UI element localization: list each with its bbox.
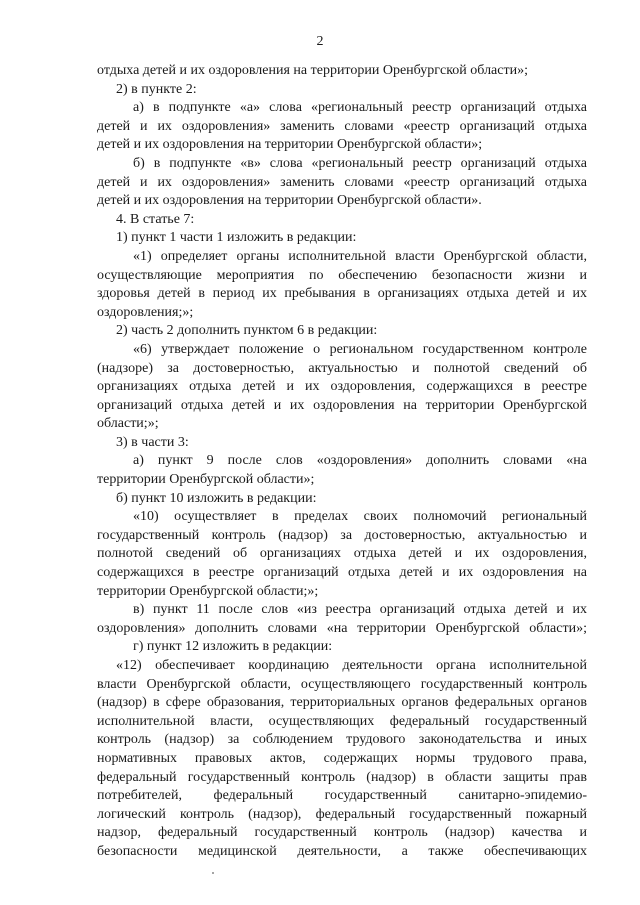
text-line: исполнительной власти, осуществляющих федеральный государственный xyxy=(97,713,587,729)
text-line: здоровья детей в период их пребывания в организациях отдыха детей и их xyxy=(97,286,587,302)
text-line: (надзоре) за достоверностью, актуальностью и полнотой сведений об xyxy=(97,360,587,376)
text-line: (надзор) в сфере образования, территориальных органов федеральных органов xyxy=(97,695,587,711)
text-line: контроль (надзор) за соблюдением трудового законодательства и иных xyxy=(97,732,587,748)
text-line: детей и их оздоровления» заменить словами «реестр организаций отдыха xyxy=(97,118,587,134)
text-line: государственный контроль (надзор) за достоверностью, актуальностью и xyxy=(97,527,587,543)
text-line: «6) утверждает положение о региональном государственном контроле xyxy=(133,341,587,357)
scan-speck xyxy=(212,872,214,874)
text-line: организациях отдыха детей и их оздоровления, содержащихся в реестре xyxy=(97,379,587,395)
text-line: а) в подпункте «а» слова «региональный реестр организаций отдыха xyxy=(133,100,587,116)
text-line: надзор, федеральный государственный контроль (надзор) качества и xyxy=(97,825,587,841)
text-line: области;»; xyxy=(97,416,159,432)
text-line: потребителей, федеральный государственный санитарно-эпидемио- xyxy=(97,788,587,804)
text-line: нормативных правовых актов, содержащих нормы трудового права, xyxy=(97,750,587,766)
text-line: отдыха детей и их оздоровления на территории Оренбургской области»; xyxy=(97,63,528,78)
text-line: осуществляющие мероприятия по обеспечению безопасности жизни и xyxy=(97,267,587,283)
text-line: в) пункт 11 после слов «из реестра организаций отдыха детей и их xyxy=(133,602,587,618)
text-line: б) пункт 10 изложить в редакции: xyxy=(116,490,317,506)
text-line: организаций отдыха детей и их оздоровления на территории Оренбургской xyxy=(97,397,587,413)
text-line: 4. В статье 7: xyxy=(116,211,195,227)
page-number: 2 xyxy=(316,34,324,49)
text-line: «10) осуществляет в пределах своих полномочий региональный xyxy=(133,509,587,525)
text-line: территории Оренбургской области»; xyxy=(97,472,315,488)
text-line: 1) пункт 1 части 1 изложить в редакции: xyxy=(116,230,357,246)
text-line: территории Оренбургской области;»; xyxy=(97,583,319,599)
text-line: 2) в пункте 2: xyxy=(116,81,197,97)
text-line: «12) обеспечивает координацию деятельности органа исполнительной xyxy=(116,658,587,673)
text-line: г) пункт 12 изложить в редакции: xyxy=(133,639,333,655)
text-line: содержащихся в реестре организаций отдыха детей и их оздоровления на xyxy=(97,565,587,581)
text-line: б) в подпункте «в» слова «региональный реестр организаций отдыха xyxy=(133,155,587,171)
text-line: «1) определяет органы исполнительной власти Оренбургской области, xyxy=(133,248,587,264)
text-line: логический контроль (надзор), федеральный государственный пожарный xyxy=(97,806,587,822)
text-line: оздоровления;»; xyxy=(97,304,194,320)
text-line: детей и их оздоровления» заменить словами «реестр организаций отдыха xyxy=(97,174,587,190)
text-line: детей и их оздоровления на территории Оренбургской области». xyxy=(97,193,482,209)
text-line: 2) часть 2 дополнить пунктом 6 в редакции: xyxy=(116,323,378,339)
text-line: безопасности медицинской деятельности, а также обеспечивающих xyxy=(97,843,587,859)
document-body xyxy=(97,62,587,862)
text-line: власти Оренбургской области, осуществляющего государственный контроль xyxy=(97,676,587,692)
text-line: а) пункт 9 после слов «оздоровления» дополнить словами «на xyxy=(133,453,587,469)
text-line: федеральный государственный контроль (надзор) в области защиты прав xyxy=(97,769,587,785)
text-line: оздоровления» дополнить словами «на территории Оренбургской области»; xyxy=(97,620,587,636)
text-line: 3) в части 3: xyxy=(116,434,189,450)
text-line: полнотой сведений об организациях отдыха детей и их оздоровления, xyxy=(97,546,587,562)
text-line: детей и их оздоровления на территории Оренбургской области»; xyxy=(97,137,483,153)
